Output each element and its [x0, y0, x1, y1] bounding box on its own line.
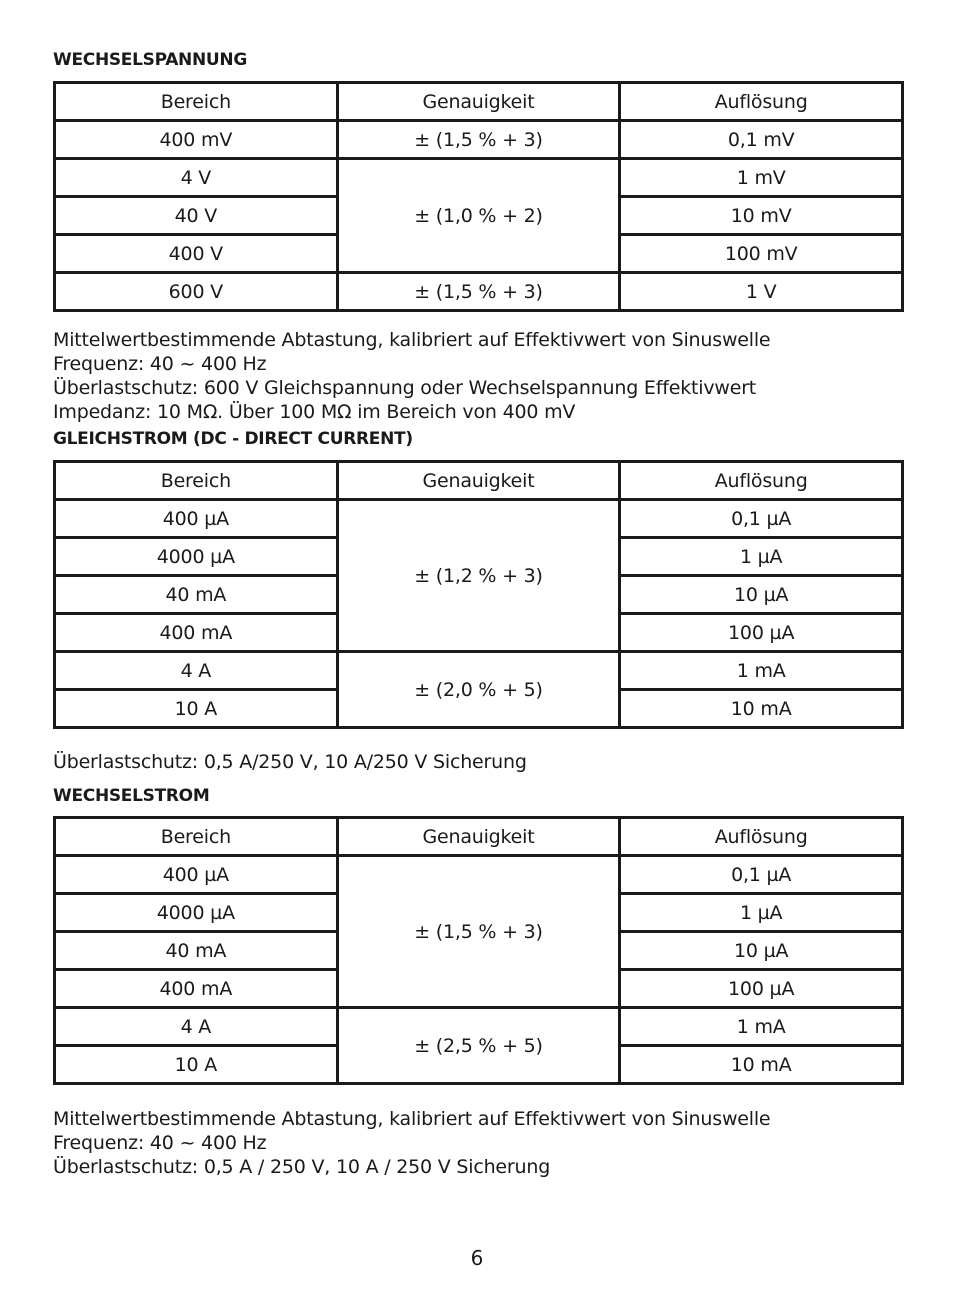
resolution-cell: 10 mV [620, 197, 903, 235]
resolution-cell: 1 mA [620, 652, 903, 690]
resolution-cell: 10 mA [620, 690, 903, 728]
table-row [55, 159, 903, 197]
ac-voltage-table [53, 81, 904, 312]
note-line: Frequenz: 40 ~ 400 Hz [53, 353, 267, 375]
section-heading-ac-current: WECHSELSTROM [53, 786, 210, 806]
range-cell: 4 A [55, 652, 338, 690]
note-line: Mittelwertbestimmende Abtastung, kalibriert auf Effektivwert von Sinuswelle [53, 1108, 771, 1130]
resolution-cell: 100 mV [620, 235, 903, 273]
ac-current-table [53, 816, 904, 1085]
table-header-row [55, 462, 903, 500]
note-line: Mittelwertbestimmende Abtastung, kalibriert auf Effektivwert von Sinuswelle [53, 329, 771, 351]
resolution-cell: 10 mA [620, 1046, 903, 1084]
range-cell: 4 A [55, 1008, 338, 1046]
note-line: Überlastschutz: 600 V Gleichspannung oder Wechselspannung Effektivwert [53, 377, 757, 399]
accuracy-cell: ± (2,0 % + 5) [337, 652, 620, 728]
note-line: Frequenz: 40 ~ 400 Hz [53, 1132, 267, 1154]
resolution-cell: 1 V [620, 273, 903, 311]
table-header-row [55, 83, 903, 121]
table-row [55, 1008, 903, 1046]
column-header-range: Bereich [55, 83, 338, 121]
range-cell: 400 V [55, 235, 338, 273]
accuracy-cell: ± (2,5 % + 5) [337, 1008, 620, 1084]
accuracy-cell: ± (1,2 % + 3) [337, 500, 620, 652]
resolution-cell: 0,1 µA [620, 500, 903, 538]
range-cell: 40 mA [55, 576, 338, 614]
range-cell: 400 mA [55, 970, 338, 1008]
column-header-range: Bereich [55, 818, 338, 856]
note-line: Überlastschutz: 0,5 A/250 V, 10 A/250 V Sicherung [53, 751, 527, 773]
resolution-cell: 10 µA [620, 576, 903, 614]
resolution-cell: 10 µA [620, 932, 903, 970]
column-header-resolution: Auflösung [620, 83, 903, 121]
resolution-cell: 1 mV [620, 159, 903, 197]
range-cell: 40 mA [55, 932, 338, 970]
resolution-cell: 100 µA [620, 614, 903, 652]
range-cell: 10 A [55, 1046, 338, 1084]
column-header-range: Bereich [55, 462, 338, 500]
table-row [55, 500, 903, 538]
range-cell: 10 A [55, 690, 338, 728]
range-cell: 400 mA [55, 614, 338, 652]
table-header-row [55, 818, 903, 856]
range-cell: 400 mV [55, 121, 338, 159]
section-heading-ac-voltage: WECHSELSPANNUNG [53, 50, 247, 70]
resolution-cell: 1 µA [620, 538, 903, 576]
table-row [55, 121, 903, 159]
page-number: 6 [470, 1246, 484, 1270]
range-cell: 400 µA [55, 856, 338, 894]
range-cell: 4 V [55, 159, 338, 197]
column-header-accuracy: Genauigkeit [337, 818, 620, 856]
range-cell: 40 V [55, 197, 338, 235]
accuracy-cell: ± (1,0 % + 2) [337, 159, 620, 273]
resolution-cell: 100 µA [620, 970, 903, 1008]
resolution-cell: 1 µA [620, 894, 903, 932]
accuracy-cell: ± (1,5 % + 3) [337, 121, 620, 159]
column-header-accuracy: Genauigkeit [337, 462, 620, 500]
dc-current-table [53, 460, 904, 729]
resolution-cell: 0,1 mV [620, 121, 903, 159]
column-header-accuracy: Genauigkeit [337, 83, 620, 121]
note-line: Überlastschutz: 0,5 A / 250 V, 10 A / 250 V Sicherung [53, 1156, 551, 1178]
range-cell: 4000 µA [55, 538, 338, 576]
accuracy-cell: ± (1,5 % + 3) [337, 273, 620, 311]
accuracy-cell: ± (1,5 % + 3) [337, 856, 620, 1008]
table-row [55, 273, 903, 311]
column-header-resolution: Auflösung [620, 818, 903, 856]
section-heading-dc-current: GLEICHSTROM (DC - DIRECT CURRENT) [53, 429, 413, 449]
resolution-cell: 1 mA [620, 1008, 903, 1046]
table-row [55, 856, 903, 894]
range-cell: 600 V [55, 273, 338, 311]
range-cell: 400 µA [55, 500, 338, 538]
column-header-resolution: Auflösung [620, 462, 903, 500]
resolution-cell: 0,1 µA [620, 856, 903, 894]
table-row [55, 652, 903, 690]
note-line: Impedanz: 10 MΩ. Über 100 MΩ im Bereich von 400 mV [53, 401, 576, 423]
range-cell: 4000 µA [55, 894, 338, 932]
